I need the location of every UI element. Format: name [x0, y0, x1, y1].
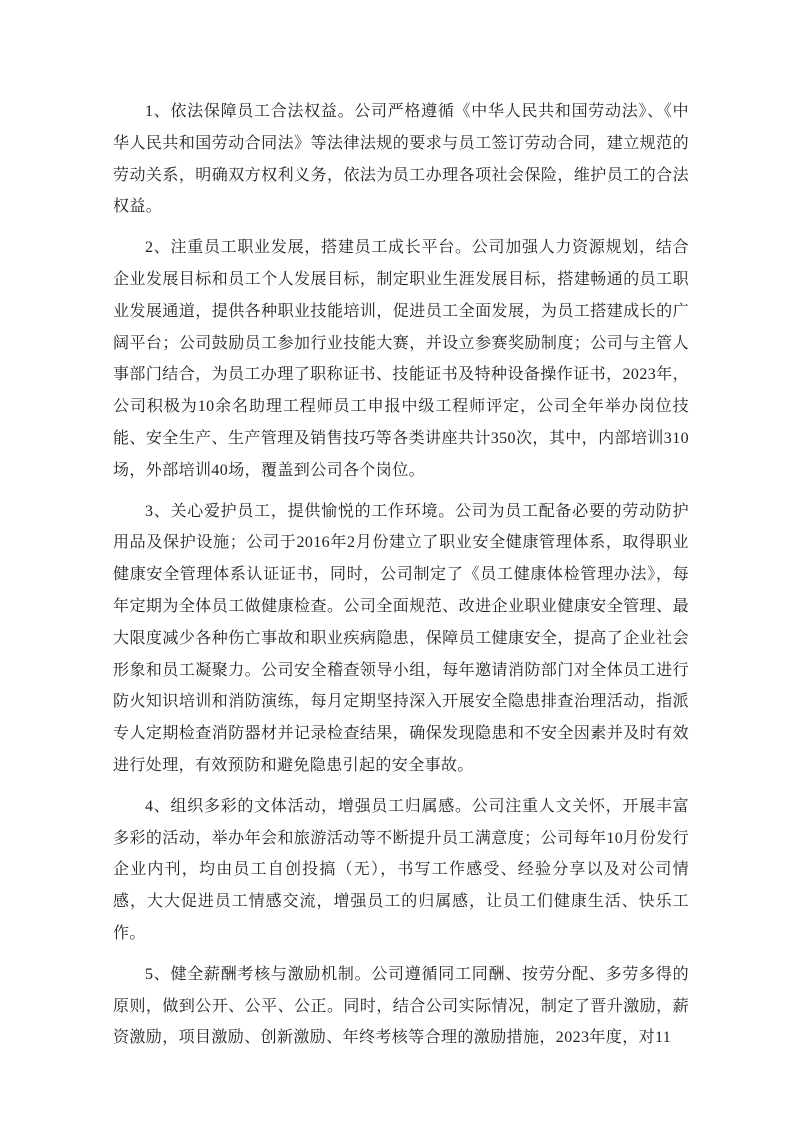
paragraph-compensation-incentives: 5、健全薪酬考核与激励机制。公司遵循同工同酬、按劳分配、多劳多得的原则，做到公开、公平、公正。同时，结合公司实际情况，制定了晋升激励，薪资激励，项目激励、创新激励、年终考核等合理的激励措施，2023年度，对11 [113, 965, 689, 1047]
paragraph-career-development: 2、注重员工职业发展，搭建员工成长平台。公司加强人力资源规划，结合企业发展目标和员工个人发展目标，制定职业生涯发展目标，搭建畅通的员工职业发展通道，提供各种职业技能培训，促进员工全面发展，为员工搭建成长的广阔平台；公司鼓励员工参加行业技能大赛，并设立参赛奖励制度；公司与主管人事部门结合，为员工办理了职称证书、技能证书及特种设备操作证书，2023年，公司积极为10余名助理工程师员工申报中级工程师评定，公司全年举办岗位技能、安全生产、生产管理及销售技巧等各类讲座共计350次，其中，内部培训310场，外部培训40场，覆盖到公司各个岗位。 [113, 239, 689, 479]
paragraph-cultural-activities: 4、组织多彩的文体活动，增强员工归属感。公司注重人文关怀，开展丰富多彩的活动，举办年会和旅游活动等不断提升员工满意度；公司每年10月份发行企业内刊，均由员工自创投搞（无），书写工作感受、经验分享以及对公司情感，大大促进员工情感交流，增强员工的归属感，让员工们健康生活、快乐工作。 [113, 797, 689, 942]
paragraph-employee-rights: 1、依法保障员工合法权益。公司严格遵循《中华人民共和国劳动法》、《中华人民共和国劳动合同法》等法律法规的要求与员工签订劳动合同，建立规范的劳动关系，明确双方权利义务，依法为员工办理各项社会保险，维护员工的合法权益。 [113, 103, 689, 216]
paragraph-work-environment: 3、关心爱护员工，提供愉悦的工作环境。公司为员工配备必要的劳动防护用品及保护设施；公司于2016年2月份建立了职业安全健康管理体系，取得职业健康安全管理体系认证证书，同时，公司制定了《员工健康体检管理办法》，每年定期为全体员工做健康检查。公司全面规范、改进企业职业健康安全管理、最大限度减少各种伤亡事故和职业疾病隐患，保障员工健康安全，提高了企业社会形象和员工凝聚力。公司安全稽查领导小组，每年邀请消防部门对全体员工进行防火知识培训和消防演练，每月定期坚持深入开展安全隐患排查治理活动，指派专人定期检查消防器材并记录检查结果，确保发现隐患和不安全因素并及时有效进行处理，有效预防和避免隐患引起的安全事故。 [113, 502, 689, 774]
